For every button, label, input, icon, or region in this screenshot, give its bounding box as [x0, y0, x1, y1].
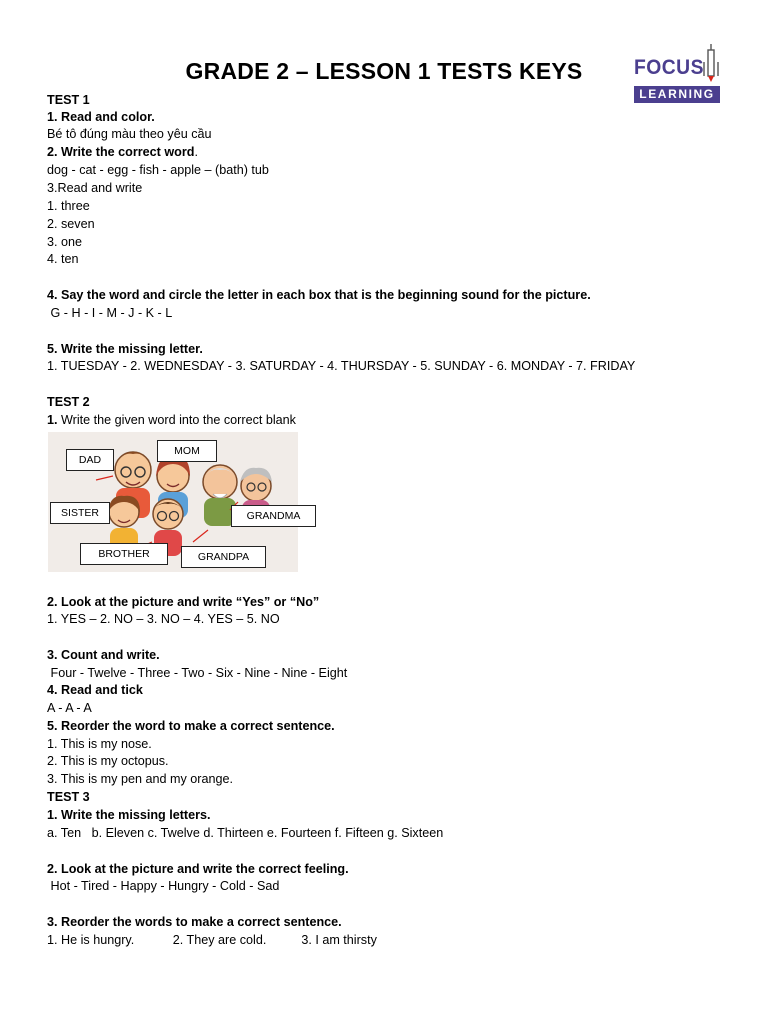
test1-q2-answer: dog - cat - egg - fish - apple – (bath) tub: [47, 163, 269, 177]
test1-q5-title: 5. Write the missing letter.: [47, 342, 203, 356]
test2-q1-num: 1.: [47, 413, 58, 427]
list-item: 2. This is my octopus.: [47, 754, 169, 768]
page-title: GRADE 2 – LESSON 1 TESTS KEYS: [185, 58, 583, 84]
list-item: 4. ten: [47, 252, 79, 266]
test3-q3-answer: 1. He is hungry. 2. They are cold. 3. I am thirsty: [47, 933, 377, 947]
test2-q3-answer: Four - Twelve - Three - Two - Six - Nine - Nine - Eight: [47, 666, 348, 680]
test1-q3-title: 3.Read and write: [47, 181, 143, 195]
logo-learning-text: LEARNING: [634, 86, 720, 103]
label-mom: MOM: [157, 440, 217, 462]
test2-q5-title: 5. Reorder the word to make a correct sentence.: [47, 719, 335, 733]
list-item: 3. This is my pen and my orange.: [47, 772, 233, 786]
test1-q4-answer: G - H - I - M - J - K - L: [47, 306, 173, 320]
label-dad: DAD: [66, 449, 114, 471]
test2-q2-title: 2. Look at the picture and write “Yes” or “No”: [47, 595, 320, 609]
focus-learning-logo: [630, 44, 722, 106]
test1-q2-title: 2. Write the correct word: [47, 145, 195, 159]
test1-q1-answer: Bé tô đúng màu theo yêu cầu: [47, 127, 212, 141]
test2-heading: TEST 2: [47, 395, 90, 409]
test3-q1-title: 1. Write the missing letters.: [47, 808, 211, 822]
logo-focus-text: FOCUS: [634, 56, 704, 79]
test1-q1-title: 1. Read and color.: [47, 110, 155, 124]
test3-q2-answer: Hot - Tired - Happy - Hungry - Cold - Sad: [47, 879, 280, 893]
label-grandma: GRANDMA: [231, 505, 316, 527]
test1-q2-line: [47, 144, 198, 162]
test2-q2-answer: 1. YES – 2. NO – 3. NO – 4. YES – 5. NO: [47, 612, 280, 626]
list-item: 1. This is my nose.: [47, 737, 152, 751]
label-sister: SISTER: [50, 502, 110, 524]
test2-q1-line: [47, 412, 296, 430]
test3-heading: TEST 3: [47, 790, 90, 804]
test2-q4-answer: A - A - A: [47, 701, 92, 715]
test3-q1-answer: a. Ten b. Eleven c. Twelve d. Thirteen e. Fourteen f. Fifteen g. Sixteen: [47, 826, 444, 840]
list-item: 1. three: [47, 199, 90, 213]
list-item: 3. one: [47, 235, 83, 249]
test3-q2-title: 2. Look at the picture and write the correct feeling.: [47, 862, 349, 876]
test1-q4-title: 4. Say the word and circle the letter in each box that is the beginning sound for the picture.: [47, 288, 591, 302]
test2-q4-title: 4. Read and tick: [47, 683, 143, 697]
label-brother: BROTHER: [80, 543, 168, 565]
rocket-icon: [700, 44, 722, 84]
test3-q3-title: 3. Reorder the words to make a correct sentence.: [47, 915, 342, 929]
label-grandpa: GRANDPA: [181, 546, 266, 568]
test2-q3-title: 3. Count and write.: [47, 648, 160, 662]
test1-q5-answer: 1. TUESDAY - 2. WEDNESDAY - 3. SATURDAY - 4. THURSDAY - 5. SUNDAY - 6. MONDAY - 7. FRIDAY: [47, 359, 636, 373]
list-item: 2. seven: [47, 217, 95, 231]
test1-q2-dot: .: [194, 145, 198, 159]
test2-q1-title: Write the given word into the correct blank: [57, 413, 296, 427]
test1-heading: TEST 1: [47, 93, 90, 107]
